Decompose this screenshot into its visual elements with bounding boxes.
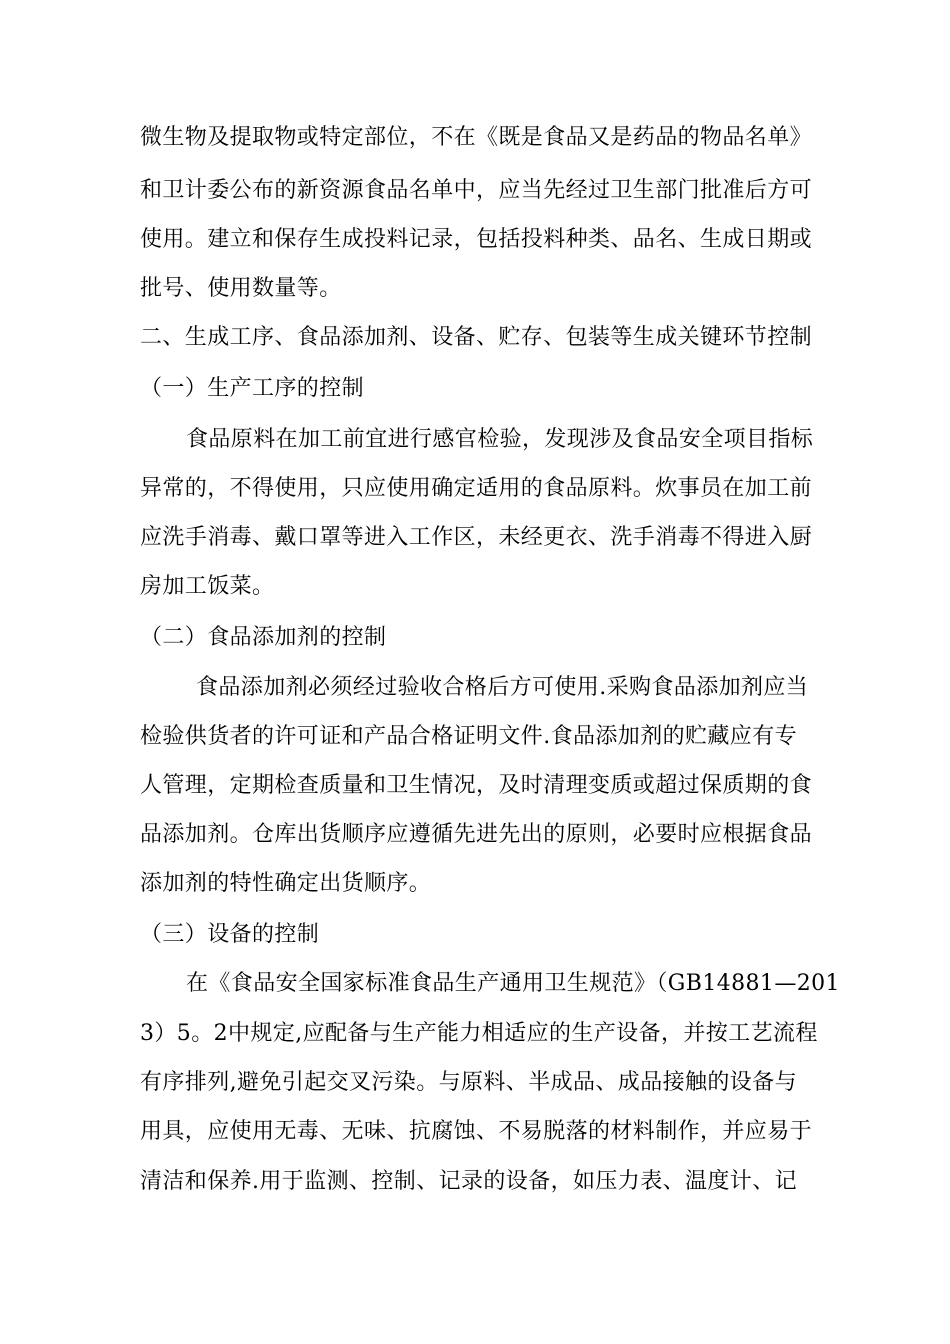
text-line: 批号、使用数量等。 xyxy=(140,276,342,301)
paragraph-first-line: 食品原料在加工前宜进行感官检验，发现涉及食品安全项目指标 xyxy=(186,427,814,452)
section-heading: 二、生成工序、食品添加剂、设备、贮存、包装等生成关键环节控制 xyxy=(140,325,813,350)
text-line: 3）5。2中规定,应配备与生产能力相适应的生产设备，并按工艺流程 xyxy=(140,1021,818,1046)
text-line: 清洁和保养.用于监测、控制、记录的设备，如压力表、温度计、记 xyxy=(140,1169,797,1194)
subsection-heading: （二）食品添加剂的控制 xyxy=(140,625,387,650)
text-line: 品添加剂。仓库出货顺序应遵循先进先出的原则，必要时应根据食品 xyxy=(140,822,813,847)
text-line: 应洗手消毒、戴口罩等进入工作区，未经更衣、洗手消毒不得进入厨 xyxy=(140,525,813,550)
text-line: 用具，应使用无毒、无味、抗腐蚀、不易脱落的材料制作，并应易于 xyxy=(140,1119,813,1144)
text-line: 添加剂的特性确定出货顺序。 xyxy=(140,871,432,896)
text-line: 房加工饭菜。 xyxy=(140,574,275,599)
text-line: 和卫计委公布的新资源食品名单中，应当先经过卫生部门批准后方可 xyxy=(140,178,813,203)
text-line: 微生物及提取物或特定部位，不在《既是食品又是药品的物品名单》 xyxy=(140,125,813,150)
paragraph-first-line: 在《食品安全国家标准食品生产通用卫生规范》（GB14881—201 xyxy=(186,971,840,996)
text-line: 检验供货者的许可证和产品合格证明文件.食品添加剂的贮藏应有专 xyxy=(140,724,797,749)
subsection-heading: （一）生产工序的控制 xyxy=(140,376,365,401)
text-line: 使用。建立和保存生成投料记录，包括投料种类、品名、生成日期或 xyxy=(140,227,813,252)
text-line: 有序排列,避免引起交叉污染。与原料、半成品、成品接触的设备与 xyxy=(140,1070,797,1095)
text-line: 人管理，定期检查质量和卫生情况，及时清理变质或超过保质期的食 xyxy=(140,773,813,798)
paragraph-first-line: 食品添加剂必须经过验收合格后方可使用.采购食品添加剂应当 xyxy=(196,675,809,700)
subsection-heading: （三）设备的控制 xyxy=(140,922,320,947)
text-line: 异常的，不得使用，只应使用确定适用的食品原料。炊事员在加工前 xyxy=(140,476,813,501)
